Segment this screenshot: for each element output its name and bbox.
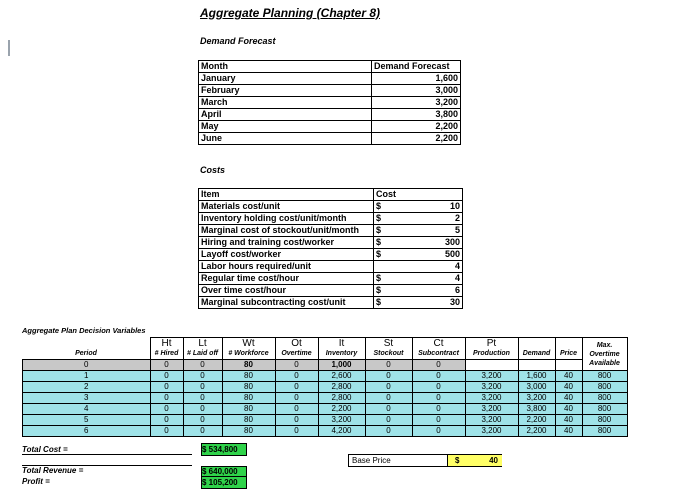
total-revenue-label: Total Revenue = bbox=[22, 465, 192, 475]
workforce-cell[interactable]: 80 bbox=[222, 393, 275, 404]
forecast-cell[interactable]: 2,200 bbox=[372, 121, 461, 133]
currency-cell: $ bbox=[374, 237, 391, 249]
symbol-workforce: Wt bbox=[222, 338, 275, 350]
symbol-inventory: It bbox=[318, 338, 365, 350]
cost-value-cell[interactable]: 5 bbox=[390, 225, 463, 237]
header-max-overtime: Max. Overtime Available bbox=[582, 338, 627, 371]
currency-cell: $ bbox=[374, 285, 391, 297]
base-price-label: Base Price bbox=[352, 456, 391, 465]
forecast-cell[interactable]: 3,200 bbox=[372, 97, 461, 109]
page-title: Aggregate Planning (Chapter 8) bbox=[200, 6, 381, 20]
cost-item-cell[interactable]: Inventory holding cost/unit/month bbox=[199, 213, 374, 225]
table-row bbox=[199, 201, 463, 213]
inventory-cell[interactable]: 1,000 bbox=[318, 360, 365, 371]
table-row bbox=[199, 73, 461, 85]
cost-item-cell[interactable]: Over time cost/hour bbox=[199, 285, 374, 297]
production-cell[interactable]: 3,200 bbox=[465, 371, 518, 382]
cost-item-cell[interactable]: Marginal subcontracting cost/unit bbox=[199, 297, 374, 309]
col-cost-header: Cost bbox=[374, 189, 463, 201]
demand-cell[interactable]: 3,000 bbox=[518, 382, 555, 393]
header-demand: Demand bbox=[518, 349, 555, 360]
workforce-cell[interactable]: 80 bbox=[222, 371, 275, 382]
header-inventory: Inventory bbox=[318, 349, 365, 360]
demand-cell[interactable]: 3,200 bbox=[518, 393, 555, 404]
currency-cell: $ bbox=[374, 249, 391, 261]
production-cell[interactable]: 3,200 bbox=[465, 404, 518, 415]
header-subcontract: Subcontract bbox=[412, 349, 465, 360]
demand-forecast-table bbox=[198, 60, 461, 145]
symbol-overtime: Ot bbox=[275, 338, 318, 350]
header-overtime: Overtime bbox=[275, 349, 318, 360]
production-cell[interactable]: 3,200 bbox=[465, 426, 518, 437]
stockout-cell[interactable]: 0 bbox=[365, 393, 412, 404]
workforce-cell[interactable]: 80 bbox=[222, 360, 275, 371]
overtime-cell[interactable]: 0 bbox=[275, 360, 318, 371]
hired-cell[interactable]: 0 bbox=[150, 393, 183, 404]
header-workforce: # Workforce bbox=[222, 349, 275, 360]
max-overtime-cell[interactable]: 800 bbox=[582, 415, 627, 426]
stockout-cell[interactable]: 0 bbox=[365, 404, 412, 415]
laidoff-cell[interactable]: 0 bbox=[183, 360, 222, 371]
currency-cell: $ bbox=[374, 225, 391, 237]
table-row-period-0 bbox=[23, 360, 628, 371]
header-stockout: Stockout bbox=[365, 349, 412, 360]
cost-item-cell[interactable]: Hiring and training cost/worker bbox=[199, 237, 374, 249]
currency-cell: $ bbox=[374, 201, 391, 213]
currency-cell: $ bbox=[374, 213, 391, 225]
header-laidoff: # Laid off bbox=[183, 349, 222, 360]
price-cell[interactable]: 40 bbox=[555, 393, 582, 404]
decision-variables-table bbox=[22, 337, 628, 437]
workforce-cell[interactable]: 80 bbox=[222, 404, 275, 415]
forecast-cell[interactable]: 3,800 bbox=[372, 109, 461, 121]
currency-cell bbox=[374, 261, 391, 273]
symbol-production: Pt bbox=[465, 338, 518, 350]
period-cell: 5 bbox=[23, 415, 151, 426]
stockout-cell[interactable]: 0 bbox=[365, 382, 412, 393]
price-cell[interactable] bbox=[555, 360, 582, 371]
production-cell[interactable]: 3,200 bbox=[465, 393, 518, 404]
profit-value[interactable]: $ 105,200 bbox=[201, 476, 247, 489]
laidoff-cell[interactable]: 0 bbox=[183, 393, 222, 404]
forecast-cell[interactable]: 3,000 bbox=[372, 85, 461, 97]
hired-cell[interactable]: 0 bbox=[150, 426, 183, 437]
text-cursor-indicator bbox=[8, 40, 10, 56]
forecast-cell[interactable]: 2,200 bbox=[372, 133, 461, 145]
table-row bbox=[199, 273, 463, 285]
period-cell: 6 bbox=[23, 426, 151, 437]
symbol-subcontract: Ct bbox=[412, 338, 465, 350]
table-row bbox=[199, 249, 463, 261]
max-overtime-cell[interactable]: 800 bbox=[582, 371, 627, 382]
table-row bbox=[199, 225, 463, 237]
col-item-header: Item bbox=[199, 189, 374, 201]
demand-cell[interactable]: 2,200 bbox=[518, 426, 555, 437]
subcontract-cell[interactable]: 0 bbox=[412, 404, 465, 415]
month-cell[interactable]: May bbox=[199, 121, 372, 133]
header-price: Price bbox=[555, 349, 582, 360]
table-row-period-1 bbox=[23, 371, 628, 382]
cost-value-cell[interactable]: 30 bbox=[390, 297, 463, 309]
header-period: Period bbox=[75, 350, 97, 357]
price-cell[interactable]: 40 bbox=[555, 371, 582, 382]
currency-cell: $ bbox=[374, 297, 391, 309]
laidoff-cell[interactable]: 0 bbox=[183, 371, 222, 382]
col-month-header: Month bbox=[199, 61, 372, 73]
max-overtime-cell[interactable]: 800 bbox=[582, 426, 627, 437]
inventory-cell[interactable]: 2,800 bbox=[318, 393, 365, 404]
total-revenue-value[interactable]: $ 640,000 bbox=[201, 466, 247, 477]
decision-variables-heading: Aggregate Plan Decision Variables bbox=[22, 326, 146, 335]
max-overtime-cell[interactable]: 800 bbox=[582, 404, 627, 415]
month-cell[interactable]: January bbox=[199, 73, 372, 85]
base-price-currency: $ bbox=[455, 456, 460, 465]
table-row bbox=[199, 285, 463, 297]
table-row bbox=[199, 237, 463, 249]
inventory-cell[interactable]: 2,200 bbox=[318, 404, 365, 415]
overtime-cell[interactable]: 0 bbox=[275, 393, 318, 404]
table-row bbox=[199, 297, 463, 309]
hired-cell[interactable]: 0 bbox=[150, 371, 183, 382]
header-production: Production bbox=[465, 349, 518, 360]
price-cell[interactable]: 40 bbox=[555, 382, 582, 393]
inventory-cell[interactable]: 2,800 bbox=[318, 382, 365, 393]
price-cell[interactable]: 40 bbox=[555, 415, 582, 426]
overtime-cell[interactable]: 0 bbox=[275, 426, 318, 437]
month-cell[interactable]: March bbox=[199, 97, 372, 109]
overtime-cell[interactable]: 0 bbox=[275, 415, 318, 426]
laidoff-cell[interactable]: 0 bbox=[183, 404, 222, 415]
production-cell[interactable]: 3,200 bbox=[465, 382, 518, 393]
subcontract-cell[interactable]: 0 bbox=[412, 393, 465, 404]
base-price-cell[interactable] bbox=[447, 455, 502, 466]
laidoff-cell[interactable]: 0 bbox=[183, 415, 222, 426]
inventory-cell[interactable]: 3,200 bbox=[318, 415, 365, 426]
base-price-row bbox=[348, 454, 502, 467]
demand-forecast-heading: Demand Forecast bbox=[200, 36, 276, 46]
laidoff-cell[interactable]: 0 bbox=[183, 382, 222, 393]
cost-value-cell[interactable]: 4 bbox=[390, 273, 463, 285]
stockout-cell[interactable]: 0 bbox=[365, 415, 412, 426]
inventory-cell[interactable]: 2,600 bbox=[318, 371, 365, 382]
cost-item-cell[interactable]: Regular time cost/hour bbox=[199, 273, 374, 285]
subcontract-cell[interactable]: 0 bbox=[412, 426, 465, 437]
hired-cell[interactable]: 0 bbox=[150, 415, 183, 426]
symbol-stockout: St bbox=[365, 338, 412, 350]
price-cell[interactable]: 40 bbox=[555, 404, 582, 415]
table-row bbox=[199, 133, 461, 145]
table-row-period-5 bbox=[23, 415, 628, 426]
cost-item-cell[interactable]: Materials cost/unit bbox=[199, 201, 374, 213]
subcontract-cell[interactable]: 0 bbox=[412, 360, 465, 371]
period-cell: 3 bbox=[23, 393, 151, 404]
total-cost-label: Total Cost = bbox=[22, 445, 192, 455]
table-row bbox=[199, 85, 461, 97]
month-cell[interactable]: April bbox=[199, 109, 372, 121]
overtime-cell[interactable]: 0 bbox=[275, 371, 318, 382]
overtime-cell[interactable]: 0 bbox=[275, 404, 318, 415]
hired-cell[interactable]: 0 bbox=[150, 382, 183, 393]
month-cell[interactable]: June bbox=[199, 133, 372, 145]
stockout-cell[interactable]: 0 bbox=[365, 426, 412, 437]
overtime-cell[interactable]: 0 bbox=[275, 382, 318, 393]
demand-cell[interactable] bbox=[518, 360, 555, 371]
table-row bbox=[199, 261, 463, 273]
symbol-laidoff: Lt bbox=[183, 338, 222, 350]
inventory-cell[interactable]: 4,200 bbox=[318, 426, 365, 437]
forecast-cell[interactable]: 1,600 bbox=[372, 73, 461, 85]
period-cell: 2 bbox=[23, 382, 151, 393]
cost-value-cell[interactable]: 2 bbox=[390, 213, 463, 225]
table-row-period-4 bbox=[23, 404, 628, 415]
cost-value-cell[interactable]: 300 bbox=[390, 237, 463, 249]
cost-value-cell[interactable]: 10 bbox=[390, 201, 463, 213]
production-cell[interactable] bbox=[465, 360, 518, 371]
demand-cell[interactable]: 3,800 bbox=[518, 404, 555, 415]
currency-cell: $ bbox=[374, 273, 391, 285]
symbol-hired: Ht bbox=[150, 338, 183, 350]
table-row bbox=[199, 109, 461, 121]
table-row bbox=[199, 97, 461, 109]
hired-cell[interactable]: 0 bbox=[150, 404, 183, 415]
subcontract-cell[interactable]: 0 bbox=[412, 382, 465, 393]
table-row bbox=[199, 121, 461, 133]
subcontract-cell[interactable]: 0 bbox=[412, 371, 465, 382]
workforce-cell[interactable]: 80 bbox=[222, 426, 275, 437]
max-overtime-cell[interactable]: 800 bbox=[582, 382, 627, 393]
cost-value-cell[interactable]: 4 bbox=[390, 261, 463, 273]
costs-heading: Costs bbox=[200, 165, 226, 175]
stockout-cell[interactable]: 0 bbox=[365, 360, 412, 371]
table-row-period-6 bbox=[23, 426, 628, 437]
workforce-cell[interactable]: 80 bbox=[222, 415, 275, 426]
table-row-period-3 bbox=[23, 393, 628, 404]
subcontract-cell[interactable]: 0 bbox=[412, 415, 465, 426]
profit-label: Profit = bbox=[22, 477, 50, 486]
hired-cell[interactable]: 0 bbox=[150, 360, 183, 371]
max-overtime-cell[interactable]: 800 bbox=[582, 393, 627, 404]
period-cell: 0 bbox=[23, 360, 151, 371]
price-cell[interactable]: 40 bbox=[555, 426, 582, 437]
cost-value-cell[interactable]: 6 bbox=[390, 285, 463, 297]
base-price-value: 40 bbox=[489, 456, 498, 465]
laidoff-cell[interactable]: 0 bbox=[183, 426, 222, 437]
costs-table bbox=[198, 188, 463, 309]
table-row bbox=[199, 213, 463, 225]
table-row-period-2 bbox=[23, 382, 628, 393]
demand-cell[interactable]: 1,600 bbox=[518, 371, 555, 382]
period-cell: 4 bbox=[23, 404, 151, 415]
production-cell[interactable]: 3,200 bbox=[465, 415, 518, 426]
workforce-cell[interactable]: 80 bbox=[222, 382, 275, 393]
cost-item-cell[interactable]: Labor hours required/unit bbox=[199, 261, 374, 273]
demand-cell[interactable]: 2,200 bbox=[518, 415, 555, 426]
cost-item-cell[interactable]: Layoff cost/worker bbox=[199, 249, 374, 261]
stockout-cell[interactable]: 0 bbox=[365, 371, 412, 382]
header-hired: # Hired bbox=[150, 349, 183, 360]
period-cell: 1 bbox=[23, 371, 151, 382]
col-forecast-header: Demand Forecast bbox=[372, 61, 461, 73]
cost-value-cell[interactable]: 500 bbox=[390, 249, 463, 261]
cost-item-cell[interactable]: Marginal cost of stockout/unit/month bbox=[199, 225, 374, 237]
month-cell[interactable]: February bbox=[199, 85, 372, 97]
total-cost-value[interactable]: $ 534,800 bbox=[201, 443, 247, 456]
